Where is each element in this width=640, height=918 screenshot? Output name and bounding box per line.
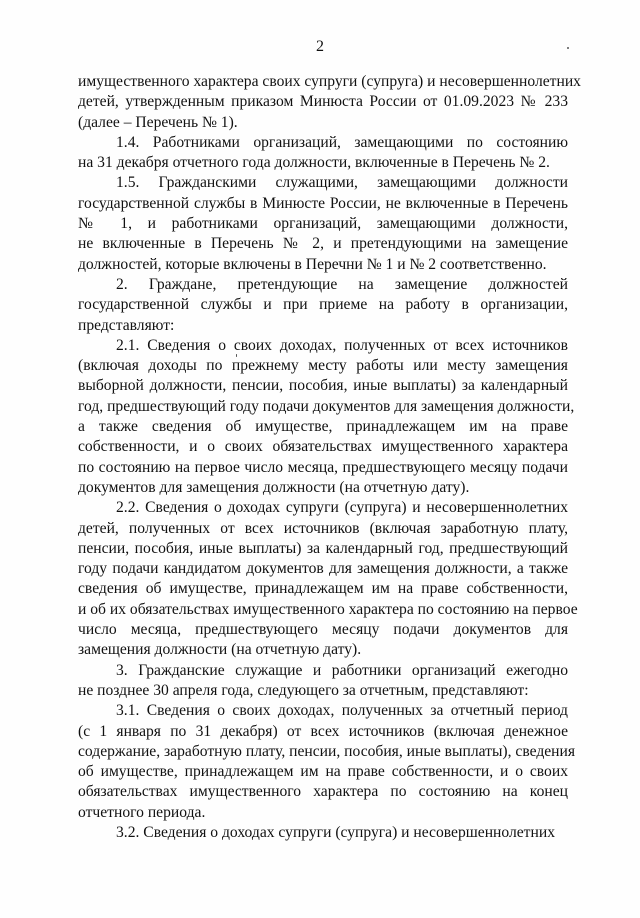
text-line: не включенные в Перечень № 2, и претендующими на замещение [78, 235, 568, 253]
text-line: не позднее 30 апреля года, следующего за отчетным, представляют: [78, 681, 529, 699]
text-line: государственной службы в Минюсте России, не включенные в Перечень [78, 194, 568, 212]
text-line: год, предшествующий году подачи документов для замещения должности, [78, 397, 575, 415]
text-line: должностей, которые включены в Перечни № 1 и № 2 соответственно. [78, 255, 547, 273]
text-line: 3.1. Сведения о своих доходах, полученных за отчетный период [116, 702, 568, 720]
paragraph-p3 [78, 275, 568, 336]
text-line: обязательствах имущественного характера по состоянию на конец [78, 783, 568, 801]
text-line: собственности, и о своих обязательствах имущественного характера [78, 438, 568, 456]
text-line: (с 1 января по 31 декабря) от всех источников (включая денежное [78, 722, 568, 740]
text-line: государственной службы и при приеме на работу в организации, [78, 296, 568, 314]
paragraph-p0 [78, 72, 581, 133]
text-line: замещения должности (на отчетную дату). [78, 641, 362, 659]
text-line: представляют: [78, 316, 175, 334]
text-line: (далее – Перечень № 1). [78, 113, 238, 131]
page-number: 2 [316, 38, 324, 55]
text-line: 3.2. Сведения о доходах супруги (супруга) и несовершеннолетних [116, 823, 555, 841]
text-line: об имуществе, принадлежащем им на праве собственности, и о своих [78, 763, 568, 781]
text-line: имущественного характера своих супруги (супруга) и несовершеннолетних [78, 73, 581, 90]
text-line: 2.2. Сведения о доходах супруги (супруга) и несовершеннолетних [116, 499, 568, 517]
paragraph-p1 [78, 133, 568, 174]
text-line: и об их обязательствах имущественного характера по состоянию на первое [78, 600, 578, 618]
paragraph-p6 [78, 661, 568, 702]
document-body [78, 72, 581, 843]
text-line: 3. Гражданские служащие и работники организаций ежегодно [116, 661, 568, 679]
text-line: № 1, и работниками организаций, замещающими должности, [78, 215, 568, 233]
scan-speck [567, 47, 569, 49]
text-line: (включая доходы по прежнему месту работы или месту замещения [78, 357, 568, 375]
text-line: детей, утвержденным приказом Минюста России от 01.09.2023 № 233 [78, 93, 568, 111]
text-line: 1.5. Гражданскими служащими, замещающими должности [116, 174, 568, 192]
text-line: 2.1. Сведения о своих доходах, полученных от всех источников [116, 336, 568, 354]
text-line: пенсии, пособия, иные выплаты) за календарный год, предшествующий [78, 539, 568, 557]
text-line: по состоянию на первое число месяца, предшествующего месяцу подачи [78, 458, 568, 476]
text-line: а также сведения об имуществе, принадлежащем им на праве [78, 418, 568, 436]
text-line: число месяца, предшествующего месяцу подачи документов для [78, 621, 568, 639]
paragraph-p8 [78, 823, 568, 843]
text-line: детей, полученных от всех источников (включая заработную плату, [78, 519, 568, 537]
paragraph-p7 [78, 701, 576, 823]
text-line: документов для замещения должности (на отчетную дату). [78, 478, 470, 496]
paragraph-p4 [78, 336, 575, 498]
text-line: выборной должности, пенсии, пособия, иные выплаты) за календарный [78, 377, 568, 395]
paragraph-p5 [78, 498, 578, 660]
text-line: сведения об имуществе, принадлежащем им на праве собственности, [78, 580, 568, 598]
text-line: на 31 декабря отчетного года должности, включенные в Перечень № 2. [78, 154, 550, 172]
text-line: 2. Граждане, претендующие на замещение должностей [116, 275, 568, 293]
text-line: содержание, заработную плату, пенсии, пособия, иные выплаты), сведения [78, 742, 576, 760]
scan-speck [236, 354, 237, 357]
text-line: 1.4. Работниками организаций, замещающими по состоянию [116, 133, 568, 151]
paragraph-p2 [78, 173, 568, 274]
text-line: отчетного периода. [78, 803, 206, 821]
text-line: году подачи кандидатом документов для замещения должности, а также [78, 560, 568, 578]
